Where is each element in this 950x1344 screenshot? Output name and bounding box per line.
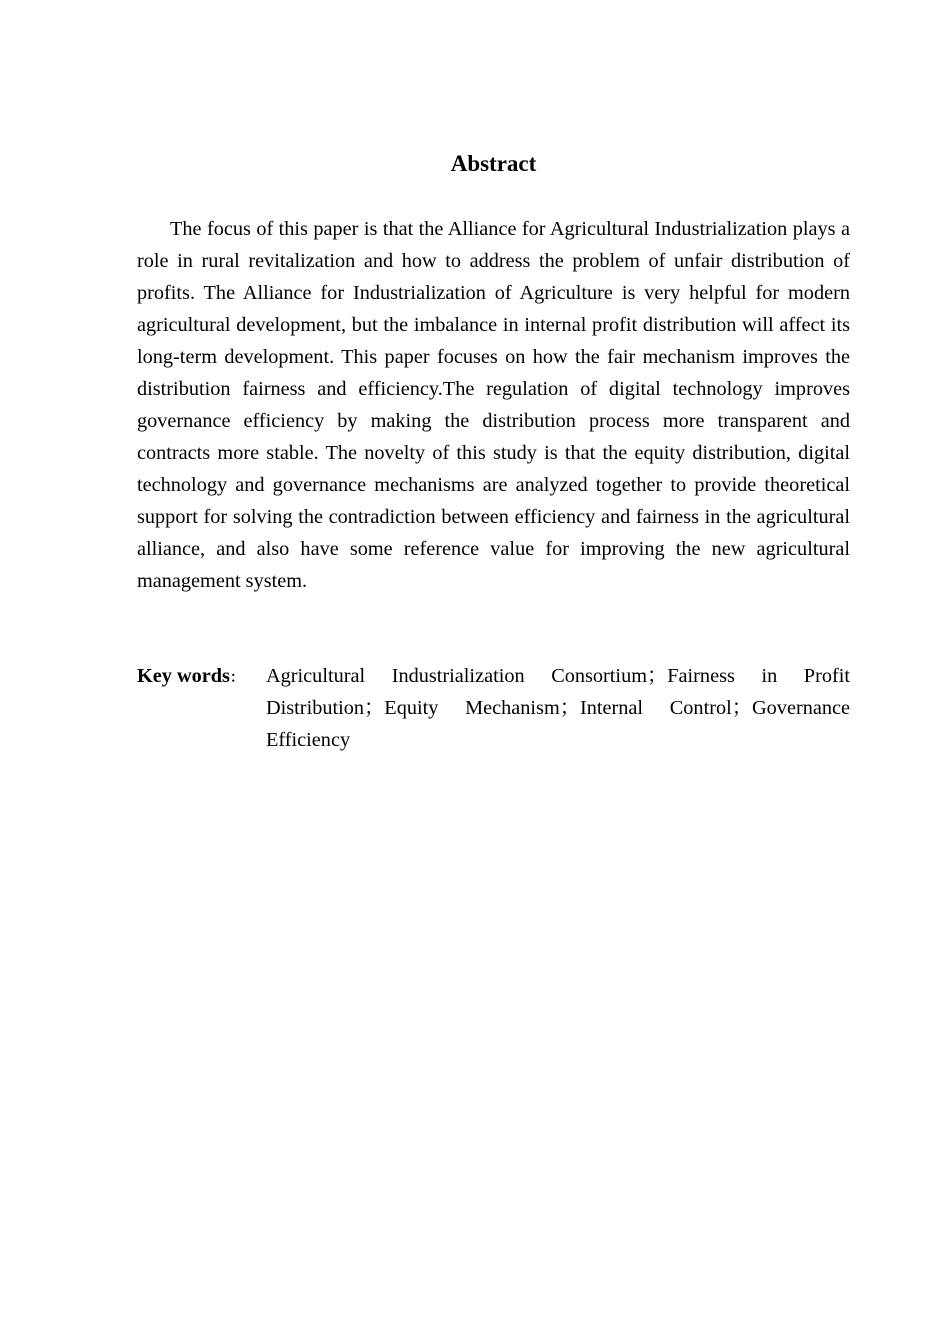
keywords-label: Key words <box>137 665 230 687</box>
keywords-colon: ： <box>229 671 244 686</box>
keywords-label-group <box>137 660 244 695</box>
keywords-section <box>137 660 850 756</box>
abstract-body: The focus of this paper is that the Alliance for Agricultural Industrialization plays a role in rural revitalization and how to address the problem of unfair distribution of profits. The Alliance for Industrialization of Agriculture is very helpful for modern agricultural development, but the imbalance in internal profit distribution will affect its long-term development. This paper focuses on how the fair mechanism improves the distribution fairness and efficiency.The regulation of digital technology improves governance efficiency by making the distribution process more transparent and contracts more stable. The novelty of this study is that the equity distribution, digital technology and governance mechanisms are analyzed together to provide theoretical support for solving the contradiction between efficiency and fairness in the agricultural alliance, and also have some reference value for improving the new agricultural management system. <box>137 218 850 592</box>
keywords-list: Agricultural Industrialization Consortium；Fairness in Profit Distribution；Equity Mechanism；Internal Control；Governance Efficiency <box>266 665 850 751</box>
abstract-title: Abstract <box>450 151 537 176</box>
